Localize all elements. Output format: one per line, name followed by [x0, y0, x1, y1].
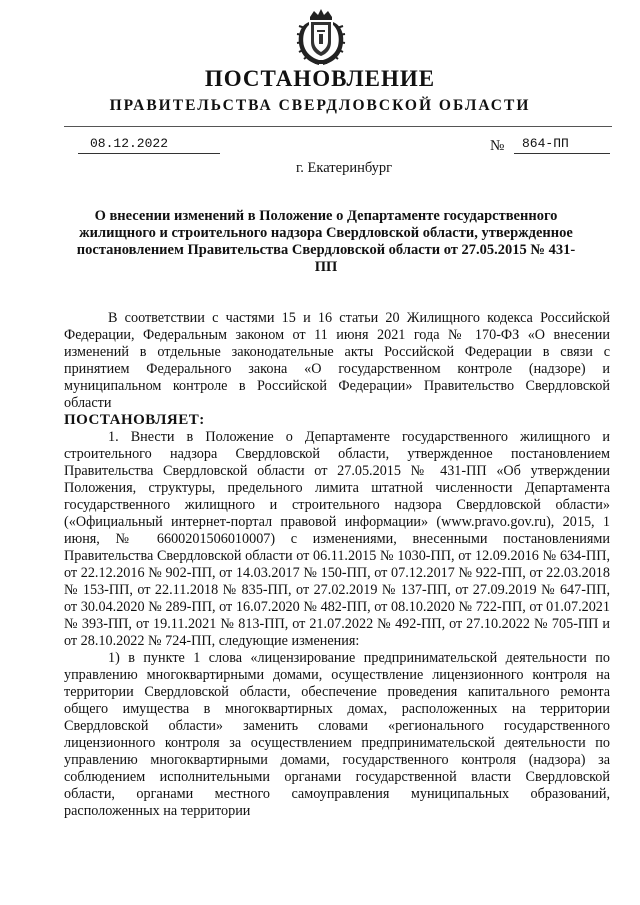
number-label: №: [490, 138, 505, 154]
subitem-1-paragraph: 1) в пункте 1 слова «лицензирование предпринимательской деятельности по управлению многоквартирными домами, осуществление лицензионного контроля на территории Свердловской области, обеспечение проведения капитального ремонта общего имущества в многоквартирных домах, расположенных на территории Свердловской области» заменить словами «регионального государственного лицензионного контроля за осуществлением предпринимательской деятельности по управлению многоквартирными домами, государственного контроля (надзора) за соблюдением исполнительными органами государственной власти Свердловской области, органами местного самоуправления муниципальных образований, расположенных на территории: [64, 650, 610, 819]
coat-of-arms-icon: [295, 8, 347, 68]
document-number: 864-ПП: [514, 136, 610, 154]
document-date: 08.12.2022: [78, 136, 220, 154]
document-body: [64, 310, 610, 820]
header-divider: [64, 126, 612, 127]
document-title: ПОСТАНОВЛЕНИЕ: [204, 66, 436, 91]
document-subject: О внесении изменений в Положение о Департаменте государственного жилищного и строительного надзора Свердловской области, утвержденное постановлением Правительства Свердловской области от 27.05.2015 № 431-ПП: [76, 208, 576, 275]
city: г. Екатеринбург: [296, 160, 393, 176]
resolves-heading: ПОСТАНОВЛЯЕТ:: [64, 412, 205, 428]
preamble-paragraph: В соответствии с частями 15 и 16 статьи 20 Жилищного кодекса Российской Федерации, Федеральным законом от 11 июня 2021 года № 170-ФЗ «О внесении изменений в отдельные законодательные акты Российской Федерации в связи с принятием Федерального закона «О государственном контроле (надзоре) и муниципальном контроле в Российской Федерации» Правительство Свердловской области: [64, 310, 610, 411]
document-subtitle: ПРАВИТЕЛЬСТВА СВЕРДЛОВСКОЙ ОБЛАСТИ: [109, 97, 531, 114]
item-1-paragraph: 1. Внести в Положение о Департаменте государственного жилищного и строительного надзора Свердловской области, утвержденное постановлением Правительства Свердловской области от 27.05.2015 № 431-ПП «Об утверждении Положения, структуры, предельного лимита штатной численности Департамента государственного жилищного и строительного надзора Свердловской области» («Официальный интернет-портал правовой информации» (www.pravo.gov.ru), 2015, 1 июня, № 6600201506010007) с изменениями, внесенными постановлениями Правительства Свердловской области от 06.11.2015 № 1030-ПП, от 12.09.2016 № 634-ПП, от 22.12.2016 № 902-ПП, от 14.03.2017 № 150-ПП, от 07.12.2017 № 922-ПП, от 22.03.2018 № 153-ПП, от 22.11.2018 № 835-ПП, от 27.02.2019 № 137-ПП, от 27.09.2019 № 647-ПП, от 30.04.2020 № 289-ПП, от 16.07.2020 № 482-ПП, от 08.10.2020 № 722-ПП, от 01.07.2021 № 393-ПП, от 19.11.2021 № 813-ПП, от 21.07.2022 № 492-ПП, от 27.10.2022 № 705-ПП и от 28.10.2022 № 724-ПП, следующие изменения:: [64, 429, 610, 649]
